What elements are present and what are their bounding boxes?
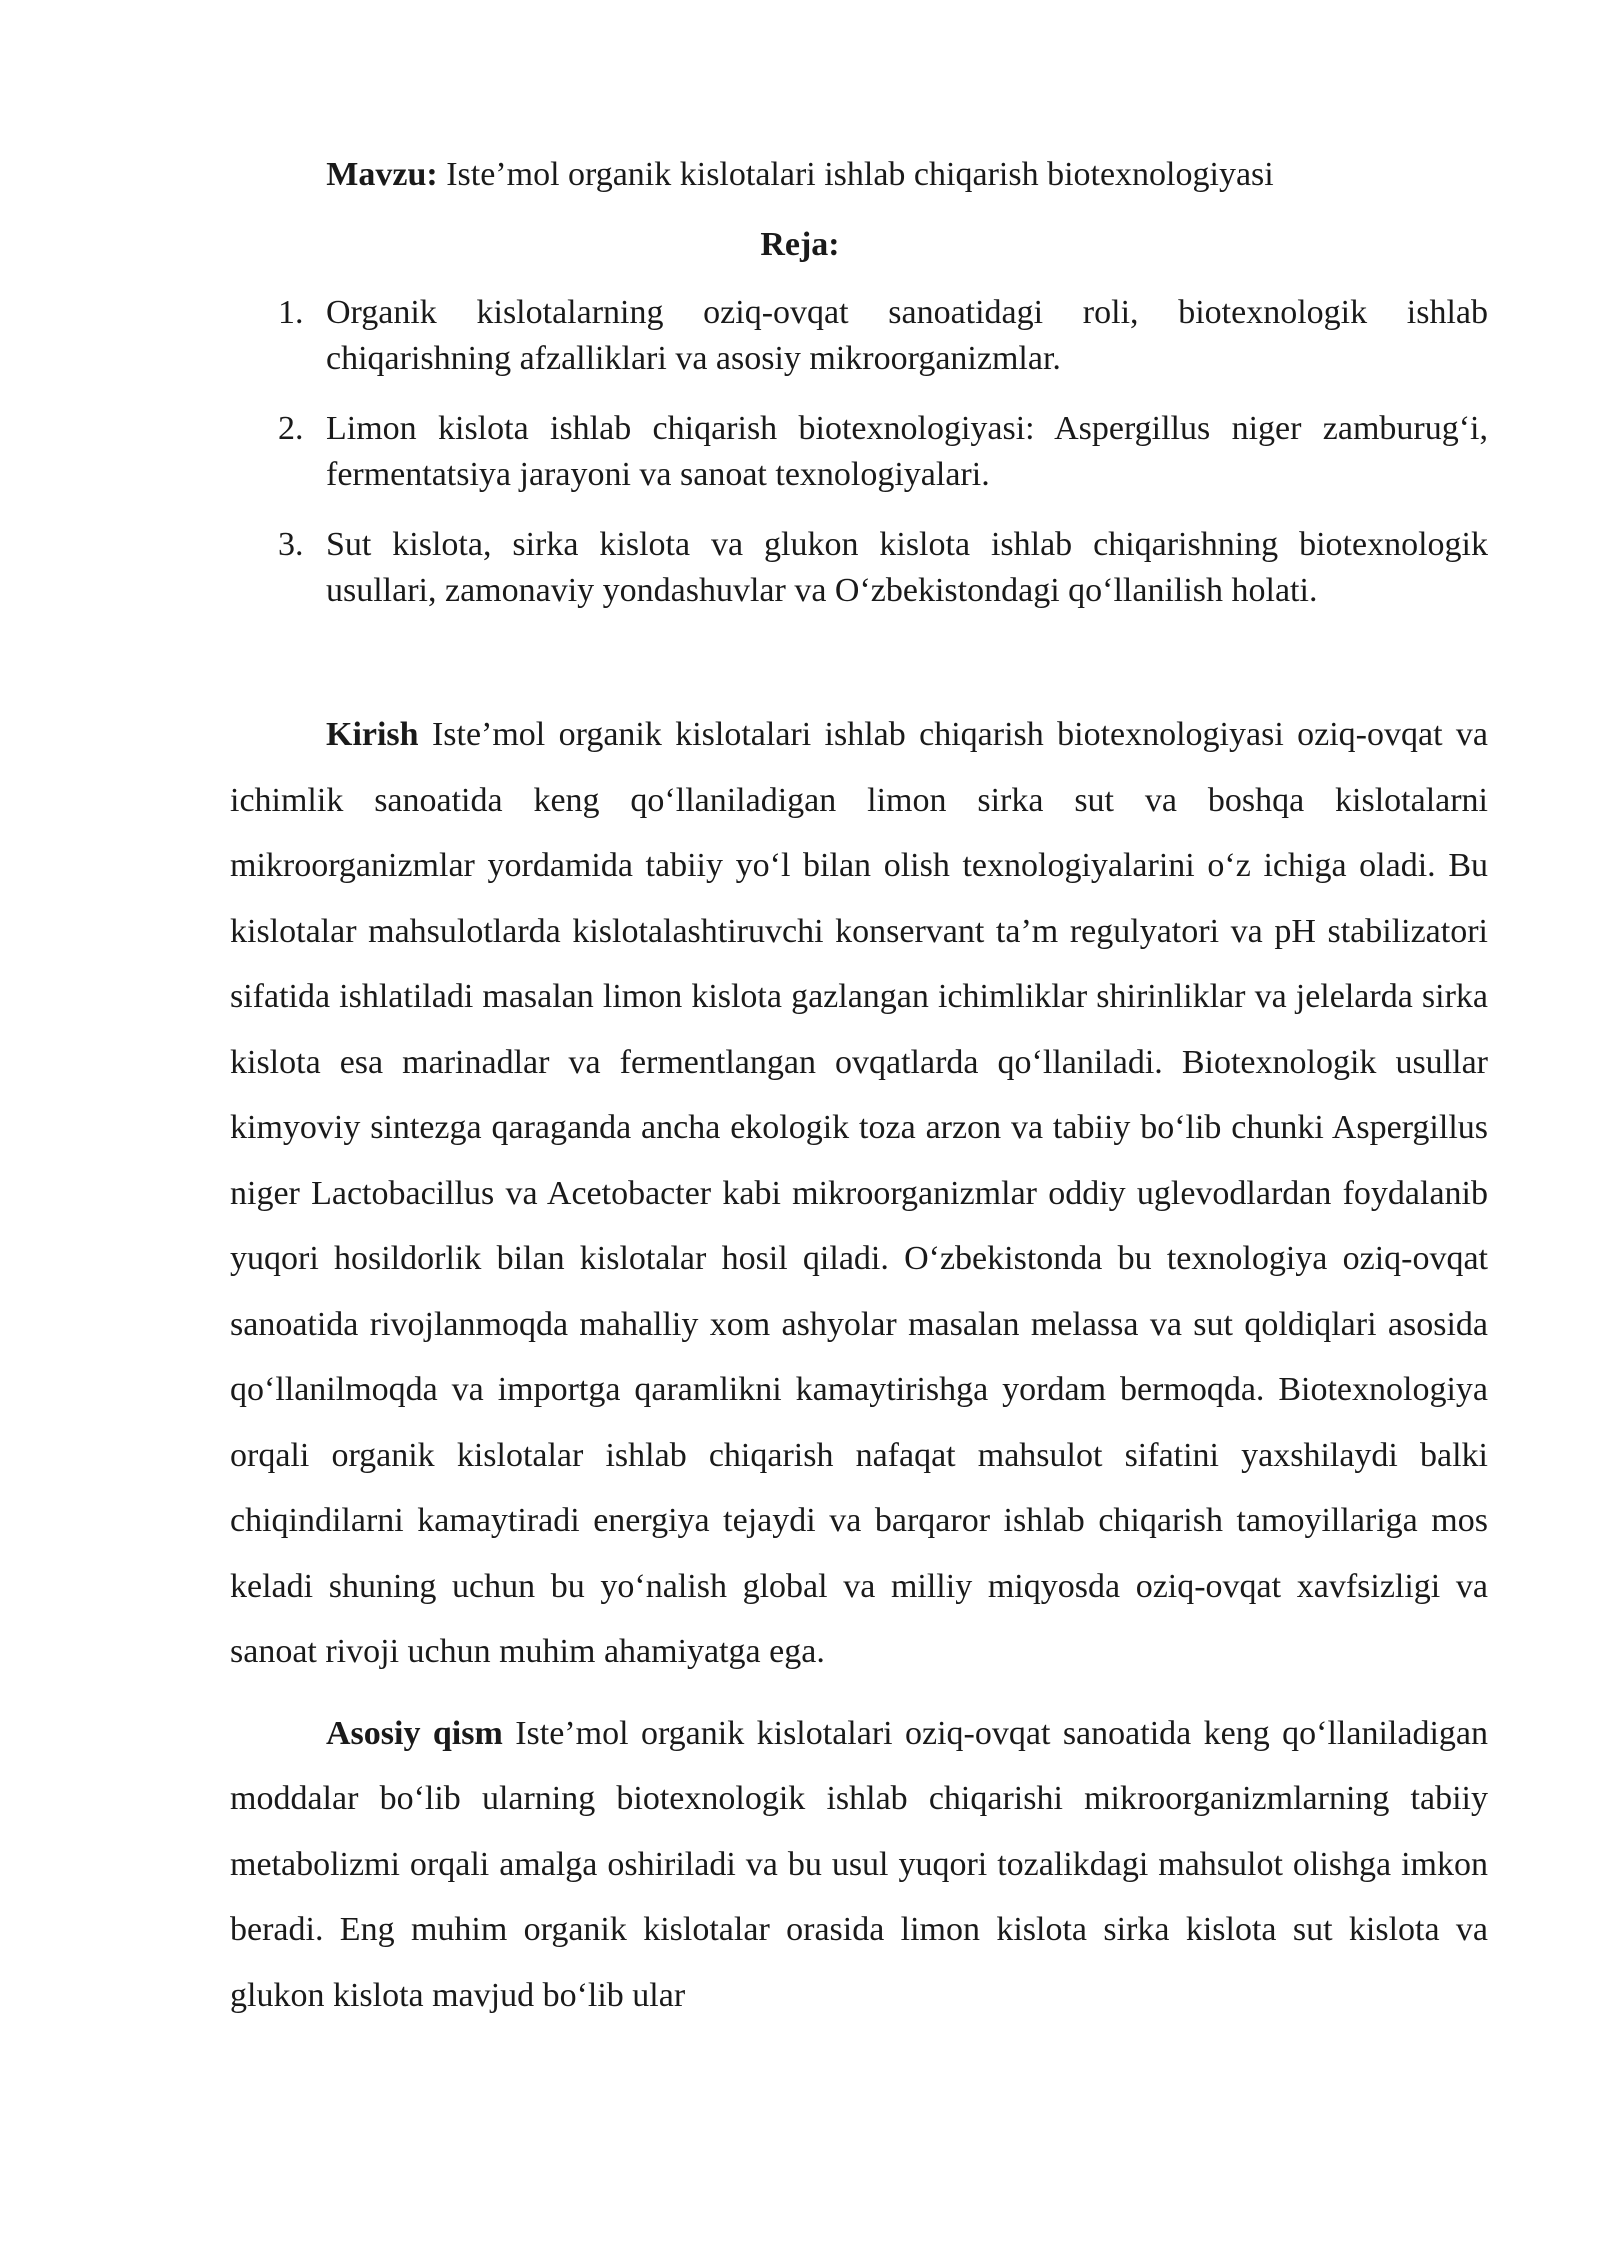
plan-item-text: Organik kislotalarning oziq-ovqat sanoatidagi roli, biotexnologik ishlab chiqarishning afzalliklari va asosiy mikroorganizmlar. — [326, 294, 1488, 377]
main-part-text: Iste’mol organik kislotalari oziq-ovqat sanoatida keng qo‘llaniladigan moddalar bo‘lib ularning biotexnologik ishlab chiqarishi mikroorganizmlarning tabiiy metabolizmi orqali amalga oshiriladi va bu usul yuqori tozalikdagi mahsulot olishga imkon beradi. Eng muhim organik kislotalar orasida limon kislota sirka kislota sut kislota va glukon kislota mavjud bo‘lib ular — [230, 1714, 1488, 2014]
plan-item-number: 1. — [278, 294, 304, 331]
plan-list — [278, 290, 1488, 638]
title-text: Iste’mol organik kislotalari ishlab chiqarish biotexnologiyasi — [437, 156, 1274, 193]
plan-item-text: Limon kislota ishlab chiqarish biotexnologiyasi: Aspergillus niger zamburug‘i, fermentatsiya jarayoni va sanoat texnologiyalari. — [326, 410, 1488, 493]
plan-item — [278, 290, 1488, 382]
intro-label: Kirish — [326, 716, 419, 753]
plan-item — [278, 406, 1488, 498]
main-part-paragraph — [230, 1701, 1488, 2029]
intro-text: Iste’mol organik kislotalari ishlab chiqarish biotexnologiyasi oziq-ovqat va ichimlik sanoatida keng qo‘llaniladigan limon sirka sut va boshqa kislotalarni mikroorganizmlar yordamida tabiiy yo‘l bilan olish texnologiyalarini o‘z ichiga oladi. Bu kislotalar mahsulotlarda kislotalashtiruvchi konservant ta’m regulyatori va pH stabilizatori sifatida ishlatiladi masalan limon kislota gazlangan ichimliklar shirinliklar va jelelarda sirka kislota esa marinadlar va fermentlangan ovqatlarda qo‘llaniladi. Biotexnologik usullar kimyoviy sintezga qaraganda ancha ekologik toza arzon va tabiiy bo‘lib chunki Aspergillus niger Lactobacillus va Acetobacter kabi mikroorganizmlar oddiy uglevodlardan foydalanib yuqori hosildorlik bilan kislotalar hosil qiladi. O‘zbekistonda bu texnologiya oziq-ovqat sanoatida rivojlanmoqda mahalliy xom ashyolar masalan melassa va sut qoldiqlari asosida qo‘llanilmoqda va importga qaramlikni kamaytirishga yordam bermoqda. Biotexnologiya orqali organik kislotalar ishlab chiqarish nafaqat mahsulot sifatini yaxshilaydi balki chiqindilarni kamaytiradi energiya tejaydi va barqaror ishlab chiqarish tamoyillariga mos keladi shuning uchun bu yo‘nalish global va milliy miqyosda oziq-ovqat xavfsizligi va sanoat rivoji uchun muhim ahamiyatga ega. — [230, 716, 1488, 1670]
plan-item-text: Sut kislota, sirka kislota va glukon kislota ishlab chiqarishning biotexnologik usullari, zamonaviy yondashuvlar va O‘zbekistondagi qo‘llanilish holati. — [326, 526, 1488, 609]
plan-item — [278, 522, 1488, 614]
document-title — [0, 152, 1600, 198]
plan-item-number: 2. — [278, 410, 304, 447]
document-body — [230, 702, 1488, 2044]
main-part-label: Asosiy qism — [326, 1714, 503, 1752]
plan-item-number: 3. — [278, 526, 304, 563]
title-label: Mavzu: — [326, 156, 438, 193]
intro-paragraph — [230, 702, 1488, 1685]
plan-heading: Reja: — [760, 226, 840, 263]
